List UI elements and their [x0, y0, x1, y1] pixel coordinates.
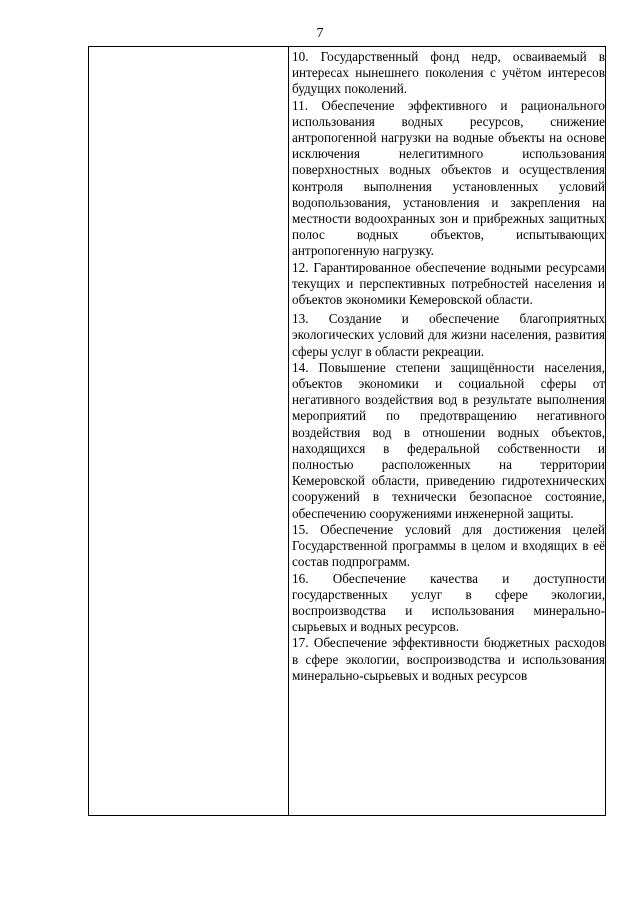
list-item-15: 15. Обеспечение условий для достижения целей Государственной программы в целом и входящих в её состав подпрограмм.: [292, 521, 605, 570]
list-item-14: 14. Повышение степени защищённости населения, объектов экономики и социальной сферы от негативного воздействия вод в результате выполнения мероприятий по предотвращению негативного воздействия вод в отношении водных объектов, находящихся в федеральной собственности и полностью расположенных на территории Кемеровской области, приведению гидротехнических сооружений в технически безопасное состояние, обеспечению сооружениями инженерной защиты.: [292, 359, 605, 521]
left-cell-text: [89, 47, 288, 49]
table-cell-content: [289, 47, 606, 816]
goals-list: [289, 47, 605, 684]
list-item-16: 16. Обеспечение качества и доступности государственных услуг в сфере экологии, воспроизводства и использования минерально-сырьевых и водных ресурсов.: [292, 570, 605, 635]
list-item-13: 13. Создание и обеспечение благоприятных экологических условий для жизни населения, развития сферы услуг в области рекреации.: [292, 311, 605, 359]
table-cell-label: [89, 47, 289, 816]
list-item-17: 17. Обеспечение эффективности бюджетных расходов в сфере экологии, воспроизводства и использования минерально-сырьевых и водных ресурсов: [292, 635, 605, 683]
page-number: 7: [316, 26, 324, 41]
list-item-10: 10. Государственный фонд недр, осваиваемый в интересах нынешнего поколения с учётом интересов будущих поколений.: [292, 49, 605, 97]
list-item-11: 11. Обеспечение эффективного и рационального использования водных ресурсов, снижение антропогенной нагрузки на водные объекты на основе исключения нелегитимного использования поверхностных водных объектов и осуществления контроля выполнения установленных условий водопользования, установления и закрепления на местности водоохранных зон и прибрежных защитных полос водных объектов, испытывающих антропогенную нагрузку.: [292, 97, 605, 259]
table-row: [89, 47, 606, 816]
program-table: [88, 46, 606, 816]
list-item-12: 12. Гарантированное обеспечение водными ресурсами текущих и перспективных потребностей населения и объектов экономики Кемеровской области.: [292, 259, 605, 308]
